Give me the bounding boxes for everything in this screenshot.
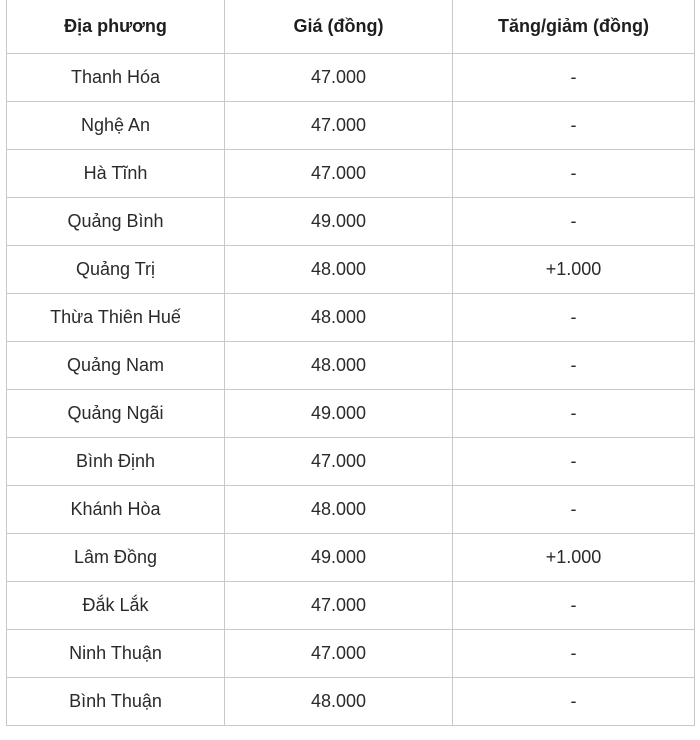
table-row [7,582,695,630]
cell-region: Lâm Đồng [7,534,225,582]
header-change: Tăng/giảm (đồng) [453,0,695,54]
cell-price: 47.000 [225,438,453,486]
cell-change: +1.000 [453,534,695,582]
cell-region: Quảng Bình [7,198,225,246]
cell-region: Thanh Hóa [7,54,225,102]
table-header [7,0,695,54]
cell-price: 48.000 [225,294,453,342]
cell-change: - [453,294,695,342]
table-row [7,390,695,438]
cell-price: 48.000 [225,486,453,534]
header-price: Giá (đồng) [225,0,453,54]
table-row [7,294,695,342]
cell-price: 49.000 [225,198,453,246]
header-region: Địa phương [7,0,225,54]
cell-change: - [453,582,695,630]
table-row [7,630,695,678]
cell-price: 49.000 [225,390,453,438]
cell-change: - [453,438,695,486]
header-row [7,0,695,54]
cell-change: - [453,342,695,390]
cell-region: Quảng Trị [7,246,225,294]
price-table [6,0,695,726]
cell-change: - [453,198,695,246]
cell-region: Đắk Lắk [7,582,225,630]
cell-region: Nghệ An [7,102,225,150]
cell-region: Khánh Hòa [7,486,225,534]
table-row [7,150,695,198]
cell-change: - [453,678,695,726]
table-row [7,486,695,534]
cell-change: - [453,102,695,150]
price-table-container [6,0,694,726]
cell-change: - [453,150,695,198]
table-body [7,54,695,726]
table-row [7,342,695,390]
table-row [7,198,695,246]
table-row [7,678,695,726]
cell-region: Bình Định [7,438,225,486]
cell-region: Ninh Thuận [7,630,225,678]
table-row [7,438,695,486]
cell-change: +1.000 [453,246,695,294]
cell-region: Quảng Nam [7,342,225,390]
cell-region: Hà Tĩnh [7,150,225,198]
cell-region: Quảng Ngãi [7,390,225,438]
cell-price: 47.000 [225,54,453,102]
cell-change: - [453,486,695,534]
cell-price: 47.000 [225,150,453,198]
cell-price: 48.000 [225,246,453,294]
cell-price: 47.000 [225,102,453,150]
table-row [7,54,695,102]
cell-price: 48.000 [225,342,453,390]
table-row [7,534,695,582]
cell-price: 49.000 [225,534,453,582]
cell-change: - [453,630,695,678]
cell-region: Thừa Thiên Huế [7,294,225,342]
cell-price: 47.000 [225,630,453,678]
cell-price: 48.000 [225,678,453,726]
table-row [7,246,695,294]
table-row [7,102,695,150]
cell-change: - [453,390,695,438]
cell-price: 47.000 [225,582,453,630]
cell-region: Bình Thuận [7,678,225,726]
cell-change: - [453,54,695,102]
